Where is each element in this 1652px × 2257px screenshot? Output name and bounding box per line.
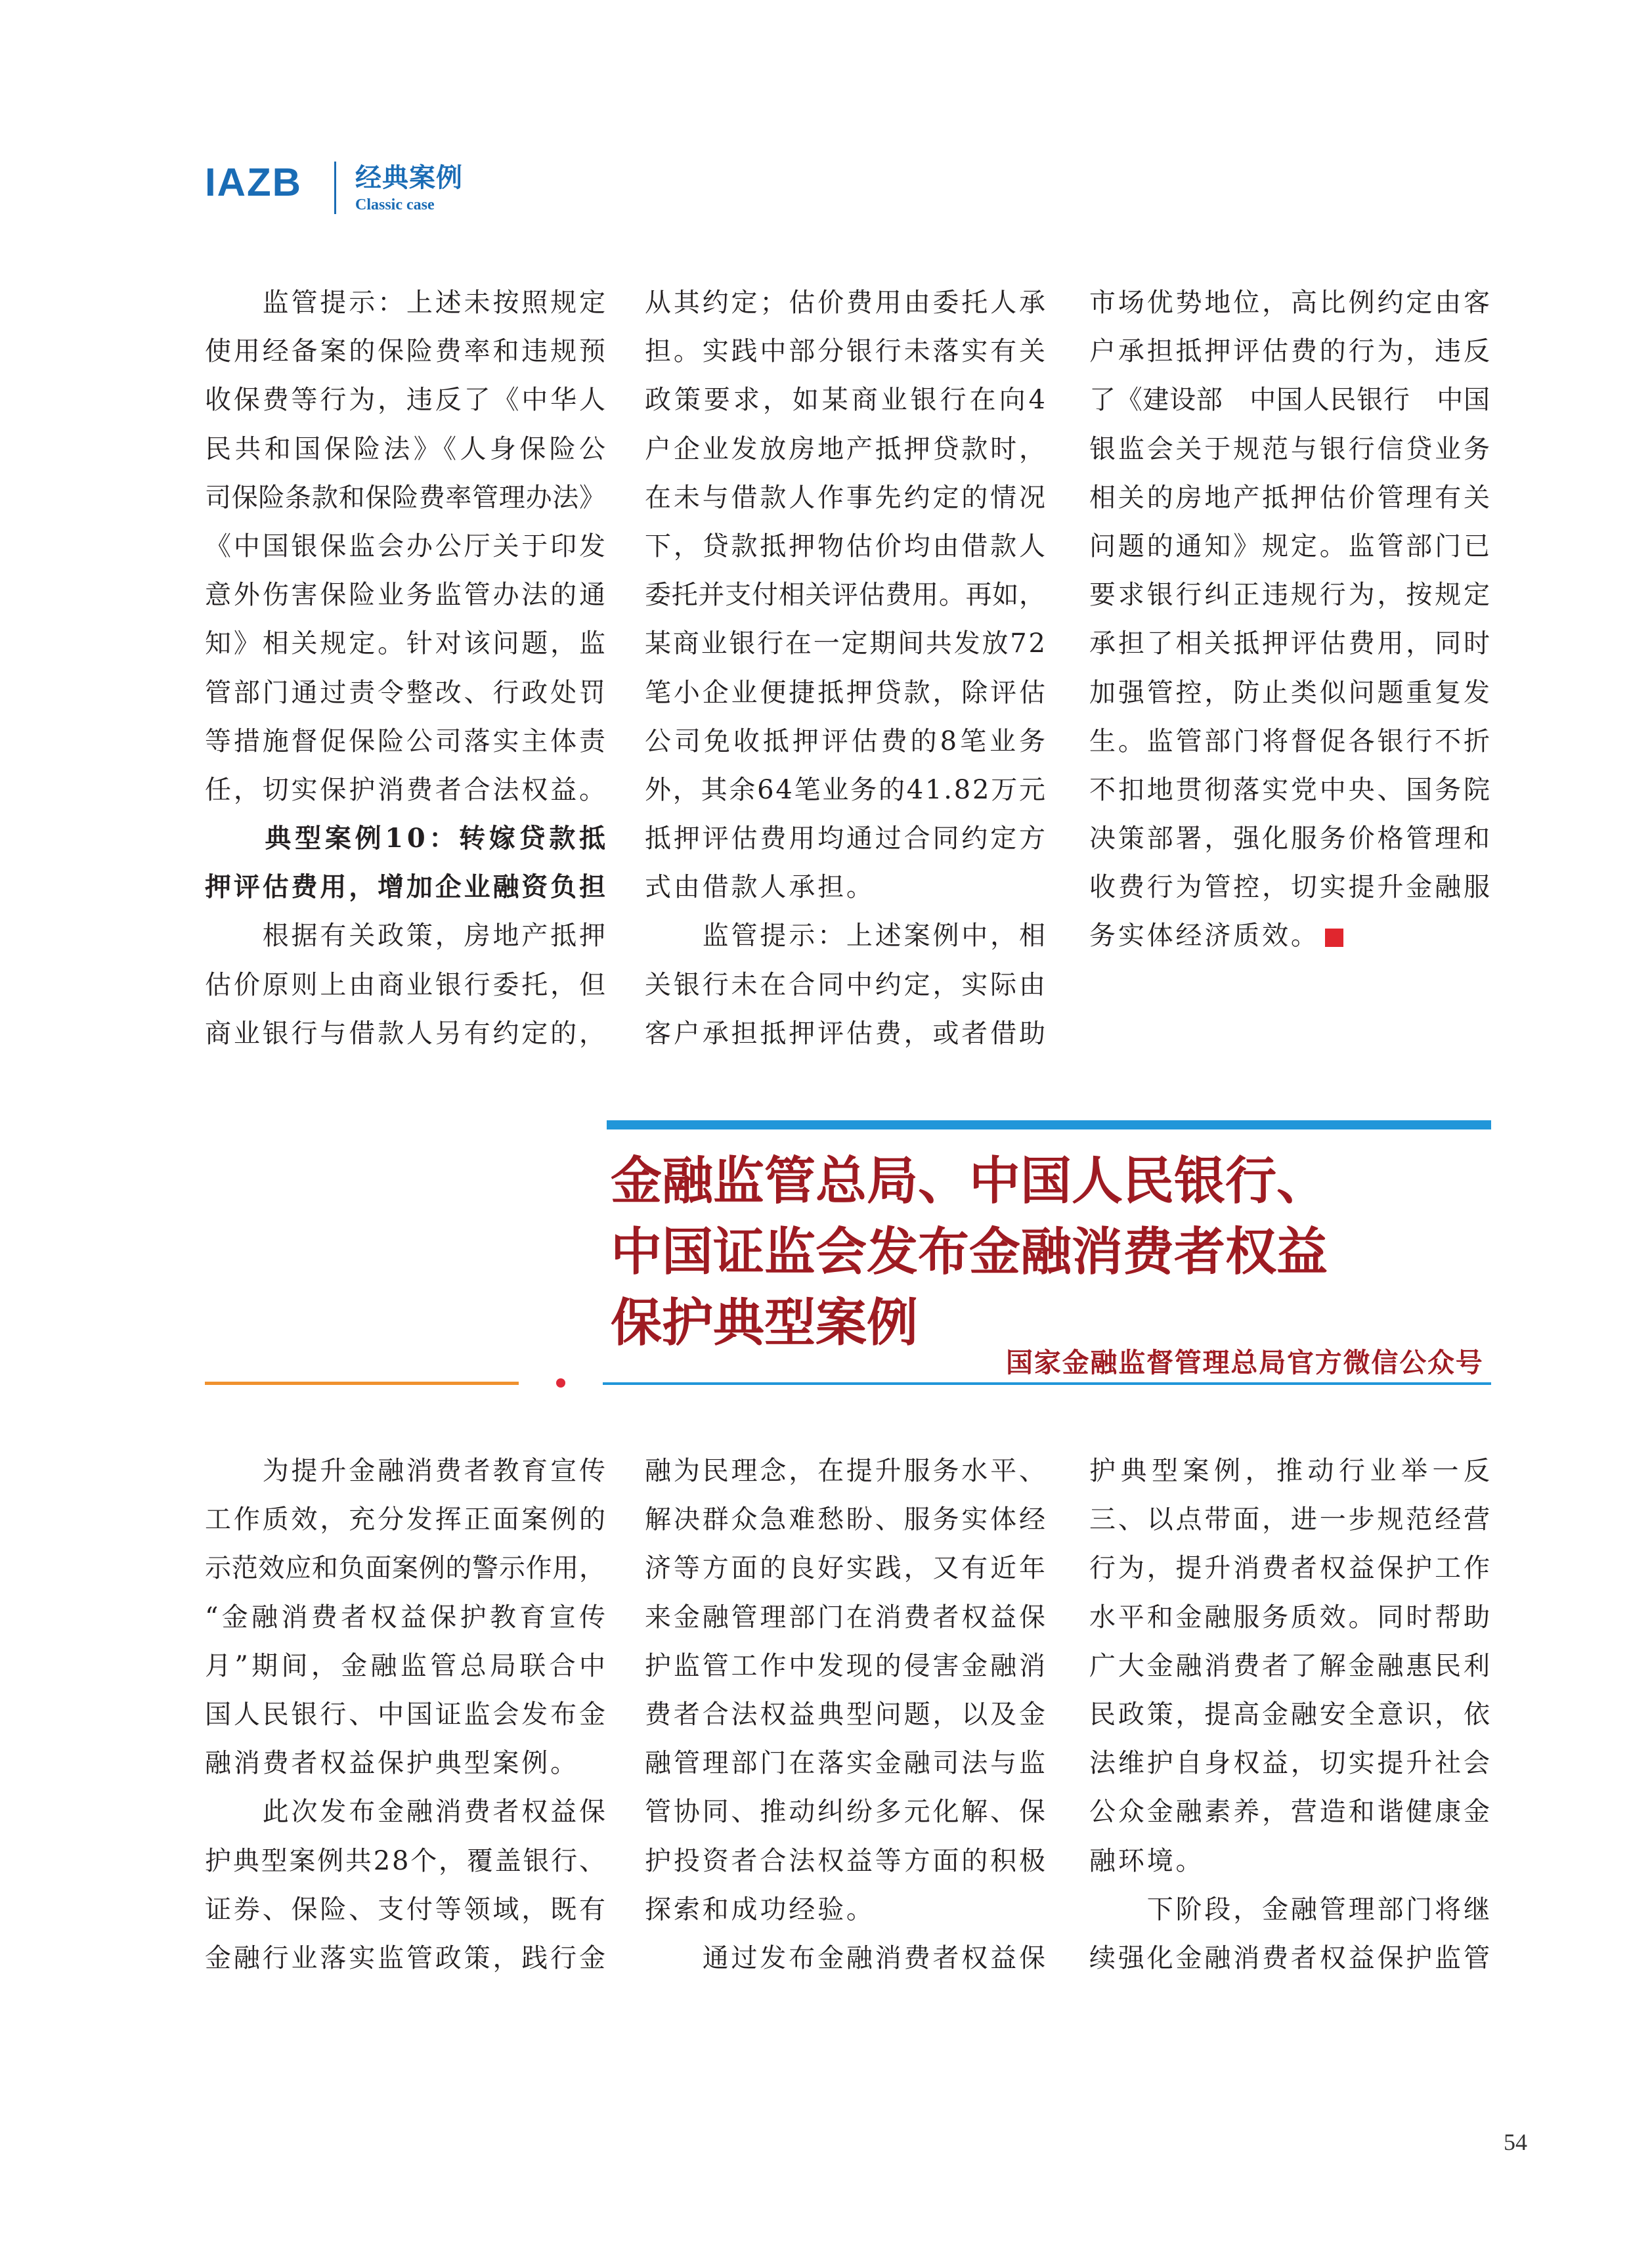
text-line bbox=[645, 1934, 1048, 1983]
line-text: 管协同、推动纠纷多元化解、保 bbox=[645, 1797, 1048, 1828]
text-line bbox=[1089, 376, 1490, 424]
text-line bbox=[205, 911, 608, 960]
line-text: 下，贷款抵押物估价均由借款人 bbox=[645, 531, 1048, 561]
text-line bbox=[645, 327, 1048, 376]
line-text: 护典型案例，推动行业举一反 bbox=[1089, 1456, 1495, 1486]
section-title-en: Classic case bbox=[355, 196, 435, 213]
article-title-line: 金融监管总局、中国人民银行、 bbox=[611, 1151, 1328, 1211]
line-text: 外，其余64笔业务的41.82万元 bbox=[645, 774, 1047, 805]
line-text: 《中国银保监会办公厅关于印发 bbox=[205, 531, 608, 561]
text-line bbox=[205, 376, 608, 424]
article-title bbox=[611, 1146, 1328, 1359]
line-text: 探索和成功经验。 bbox=[645, 1894, 875, 1925]
line-text: 商业银行与借款人另有约定的， bbox=[205, 1018, 608, 1049]
line-text: 关银行未在合同中约定，实际由 bbox=[645, 969, 1048, 1000]
text-line bbox=[205, 717, 608, 766]
text-line bbox=[205, 522, 608, 571]
text-line bbox=[1089, 571, 1490, 619]
text-line bbox=[205, 961, 608, 1009]
text-line bbox=[1089, 766, 1490, 814]
line-text: 押评估费用，增加企业融资负担 bbox=[205, 871, 608, 903]
text-line bbox=[1089, 1642, 1490, 1690]
line-text: 某商业银行在一定期间共发放72 bbox=[645, 628, 1047, 659]
line-text: 笔小企业便捷抵押贷款，除评估 bbox=[645, 677, 1048, 708]
line-text: 承担了相关抵押评估费用，同时 bbox=[1089, 628, 1492, 659]
text-line bbox=[1089, 1593, 1490, 1642]
text-line bbox=[205, 766, 608, 814]
line-text: 了《建设部 中国人民银行 中国 bbox=[1089, 385, 1490, 416]
text-line bbox=[645, 1544, 1048, 1592]
article-column-1 bbox=[205, 1447, 609, 1983]
text-line bbox=[1089, 1495, 1490, 1544]
article-title-line: 中国证监会发布金融消费者权益 bbox=[611, 1222, 1328, 1282]
line-text: 来金融管理部门在消费者权益保 bbox=[645, 1602, 1048, 1632]
case-column-1 bbox=[205, 278, 609, 1058]
text-line bbox=[1089, 1787, 1490, 1836]
line-text: 行为，提升消费者权益保护工作 bbox=[1089, 1553, 1492, 1584]
line-text: 公众金融素养，营造和谐健康金 bbox=[1089, 1797, 1492, 1828]
text-line bbox=[1089, 911, 1490, 960]
text-line bbox=[645, 1495, 1048, 1544]
line-text: 户承担抵押评估费的行为，违反 bbox=[1089, 336, 1492, 367]
line-text: 问题的通知》规定。监管部门已 bbox=[1089, 531, 1492, 561]
text-line bbox=[645, 376, 1049, 424]
line-text: 融管理部门在落实金融司法与监 bbox=[645, 1748, 1048, 1779]
orange-rule bbox=[205, 1382, 519, 1385]
article-title-line: 保护典型案例 bbox=[611, 1293, 919, 1353]
line-text: 公司免收抵押评估费的8笔业务 bbox=[645, 726, 1049, 756]
text-line bbox=[205, 1544, 605, 1592]
text-line bbox=[645, 668, 1048, 717]
text-line bbox=[645, 1009, 1048, 1058]
text-line bbox=[645, 1739, 1048, 1787]
line-text: 管部门通过责令整改、行政处罚 bbox=[205, 677, 608, 708]
text-line bbox=[205, 473, 605, 522]
text-line bbox=[205, 1495, 608, 1544]
line-text: 任，切实保护消费者合法权益。 bbox=[205, 774, 608, 805]
line-text: 续强化金融消费者权益保护监管 bbox=[1089, 1942, 1492, 1973]
section-title-cn: 经典案例 bbox=[355, 163, 463, 193]
text-line bbox=[645, 473, 1048, 522]
line-text: 示范效应和负面案例的警示作用， bbox=[205, 1553, 606, 1584]
text-line bbox=[1089, 1544, 1490, 1592]
case-heading-line bbox=[205, 863, 608, 911]
line-text: 司保险条款和保险费率管理办法》 bbox=[205, 482, 606, 513]
line-text: 从其约定；估价费用由委托人承 bbox=[645, 288, 1048, 318]
text-line bbox=[1089, 327, 1490, 376]
publication-logo: IAZB bbox=[205, 160, 302, 204]
line-text: 国人民银行、中国证监会发布金 bbox=[205, 1699, 608, 1730]
text-line bbox=[1089, 473, 1490, 522]
line-text: 客户承担抵押评估费，或者借助 bbox=[645, 1018, 1048, 1049]
text-line bbox=[205, 1739, 605, 1787]
line-text: 护典型案例共28个，覆盖银行、 bbox=[205, 1845, 607, 1876]
text-line bbox=[205, 571, 608, 619]
text-line bbox=[1089, 278, 1490, 327]
text-line bbox=[205, 668, 608, 717]
line-text: 民共和国保险法》《人身保险公 bbox=[205, 433, 609, 464]
line-text: 通过发布金融消费者权益保 bbox=[645, 1942, 1048, 1973]
line-text: 抵押评估费用均通过合同约定方 bbox=[645, 823, 1048, 854]
line-text: 政策要求，如某商业银行在向4 bbox=[645, 385, 1049, 416]
text-line bbox=[205, 1885, 608, 1934]
article-column-3 bbox=[1089, 1447, 1495, 1983]
text-line bbox=[1089, 1690, 1490, 1739]
page-number: 54 bbox=[1504, 2129, 1527, 2155]
line-text: 融消费者权益保护典型案例。 bbox=[205, 1748, 579, 1779]
line-text: 为提升金融消费者教育宣传 bbox=[205, 1456, 608, 1486]
line-text: 意外伤害保险业务监管办法的通 bbox=[205, 580, 608, 611]
line-text: 护投资者合法权益等方面的积极 bbox=[645, 1845, 1048, 1876]
text-line bbox=[645, 766, 1045, 814]
line-text: 户企业发放房地产抵押贷款时， bbox=[645, 433, 1048, 464]
text-line bbox=[1089, 717, 1490, 766]
text-line bbox=[645, 717, 1049, 766]
line-text: 担。实践中部分银行未落实有关 bbox=[645, 336, 1048, 367]
text-line bbox=[645, 911, 1048, 960]
line-text: 等措施督促保险公司落实主体责 bbox=[205, 726, 608, 756]
blue-rule bbox=[603, 1382, 1491, 1385]
text-line bbox=[645, 571, 1045, 619]
text-line bbox=[645, 1593, 1048, 1642]
text-line bbox=[645, 1787, 1048, 1836]
line-text: 民政策，提高金融安全意识，依 bbox=[1089, 1699, 1492, 1730]
line-text: 下阶段，金融管理部门将继 bbox=[1089, 1894, 1492, 1925]
text-line bbox=[205, 1447, 608, 1495]
text-line bbox=[645, 1642, 1048, 1690]
text-line bbox=[1089, 1885, 1490, 1934]
text-line bbox=[205, 619, 608, 668]
end-mark-icon bbox=[1325, 929, 1343, 947]
text-line bbox=[1089, 522, 1490, 571]
line-text: 金融行业落实监管政策，践行金 bbox=[205, 1942, 608, 1973]
text-line bbox=[205, 1787, 608, 1836]
case-column-3 bbox=[1089, 278, 1490, 961]
text-line bbox=[645, 278, 1048, 327]
text-line bbox=[205, 1690, 608, 1739]
article-source: 国家金融监督管理总局官方微信公众号 bbox=[1006, 1347, 1484, 1378]
line-text: 收保费等行为，违反了《中华人 bbox=[205, 385, 608, 416]
text-line bbox=[645, 1690, 1048, 1739]
line-text: 监管提示：上述未按照规定 bbox=[205, 288, 608, 318]
text-line bbox=[205, 1934, 608, 1983]
line-text: 决策部署，强化服务价格管理和 bbox=[1089, 823, 1492, 854]
line-text: 委托并支付相关评估费用。再如， bbox=[645, 580, 1046, 611]
text-line bbox=[205, 425, 609, 473]
line-text: 监管提示：上述案例中，相 bbox=[645, 921, 1048, 952]
text-line bbox=[645, 814, 1048, 863]
line-text: 三、以点带面，进一步规范经营 bbox=[1089, 1504, 1492, 1535]
line-text: 加强管控，防止类似问题重复发 bbox=[1089, 677, 1492, 708]
text-line bbox=[205, 1837, 605, 1885]
text-line bbox=[645, 961, 1048, 1009]
line-text: 融环境。 bbox=[1089, 1845, 1205, 1876]
text-line bbox=[1089, 1739, 1490, 1787]
line-text: 水平和金融服务质效。同时帮助 bbox=[1089, 1602, 1492, 1632]
line-text: “金融消费者权益保护教育宣传 bbox=[205, 1602, 609, 1632]
line-text: 证券、保险、支付等领域，既有 bbox=[205, 1894, 608, 1925]
text-line bbox=[205, 278, 608, 327]
line-text: 济等方面的良好实践，又有近年 bbox=[645, 1553, 1048, 1584]
text-line bbox=[205, 1642, 609, 1690]
line-text: 知》相关规定。针对该问题，监 bbox=[205, 628, 608, 659]
line-text: 解决群众急难愁盼、服务实体经 bbox=[645, 1504, 1048, 1535]
line-text: 不扣地贯彻落实党中央、国务院 bbox=[1089, 774, 1492, 805]
line-text: 式由借款人承担。 bbox=[645, 872, 875, 903]
text-line bbox=[1089, 814, 1490, 863]
line-text: 费者合法权益典型问题，以及金 bbox=[645, 1699, 1048, 1730]
line-text: 广大金融消费者了解金融惠民利 bbox=[1089, 1650, 1492, 1681]
line-text: 月”期间，金融监管总局联合中 bbox=[205, 1650, 609, 1681]
article-column-2 bbox=[645, 1447, 1048, 1983]
line-text: 生。监管部门将督促各银行不折 bbox=[1089, 726, 1492, 756]
line-text: 务实体经济质效。 bbox=[1089, 921, 1320, 952]
case-column-2 bbox=[645, 278, 1049, 1058]
line-text: 典型案例10：转嫁贷款抵 bbox=[205, 823, 609, 854]
text-line bbox=[1089, 619, 1490, 668]
text-line bbox=[205, 1009, 608, 1058]
line-text: 融为民理念，在提升服务水平、 bbox=[645, 1456, 1048, 1486]
text-line bbox=[645, 863, 1045, 911]
line-text: 收费行为管控，切实提升金融服 bbox=[1089, 872, 1492, 903]
red-dot-icon bbox=[556, 1378, 565, 1388]
line-text: 相关的房地产抵押估价管理有关 bbox=[1089, 482, 1492, 513]
text-line bbox=[1089, 1837, 1490, 1885]
header-divider bbox=[334, 162, 336, 214]
line-text: 要求银行纠正违规行为，按规定 bbox=[1089, 580, 1492, 611]
text-line bbox=[645, 619, 1045, 668]
text-line bbox=[1089, 863, 1490, 911]
line-text: 估价原则上由商业银行委托，但 bbox=[205, 969, 608, 1000]
text-line bbox=[645, 1837, 1048, 1885]
text-line bbox=[205, 327, 608, 376]
text-line bbox=[645, 1447, 1048, 1495]
line-text: 法维护自身权益，切实提升社会 bbox=[1089, 1748, 1492, 1779]
title-top-rule bbox=[607, 1120, 1491, 1129]
text-line bbox=[1089, 1934, 1490, 1983]
line-text: 此次发布金融消费者权益保 bbox=[205, 1797, 608, 1828]
line-text: 根据有关政策，房地产抵押 bbox=[205, 921, 608, 952]
text-line bbox=[1089, 1447, 1495, 1495]
text-line bbox=[645, 522, 1048, 571]
case-heading-line bbox=[205, 814, 609, 863]
text-line bbox=[645, 1885, 1045, 1934]
line-text: 银监会关于规范与银行信贷业务 bbox=[1089, 433, 1492, 464]
line-text: 工作质效，充分发挥正面案例的 bbox=[205, 1504, 608, 1535]
text-line bbox=[1089, 668, 1490, 717]
text-line bbox=[645, 425, 1048, 473]
line-text: 市场优势地位，高比例约定由客 bbox=[1089, 288, 1492, 318]
line-text: 护监管工作中发现的侵害金融消 bbox=[645, 1650, 1048, 1681]
line-text: 在未与借款人作事先约定的情况 bbox=[645, 482, 1048, 513]
line-text: 使用经备案的保险费率和违规预 bbox=[205, 336, 608, 367]
text-line bbox=[205, 1593, 609, 1642]
text-line bbox=[1089, 425, 1490, 473]
